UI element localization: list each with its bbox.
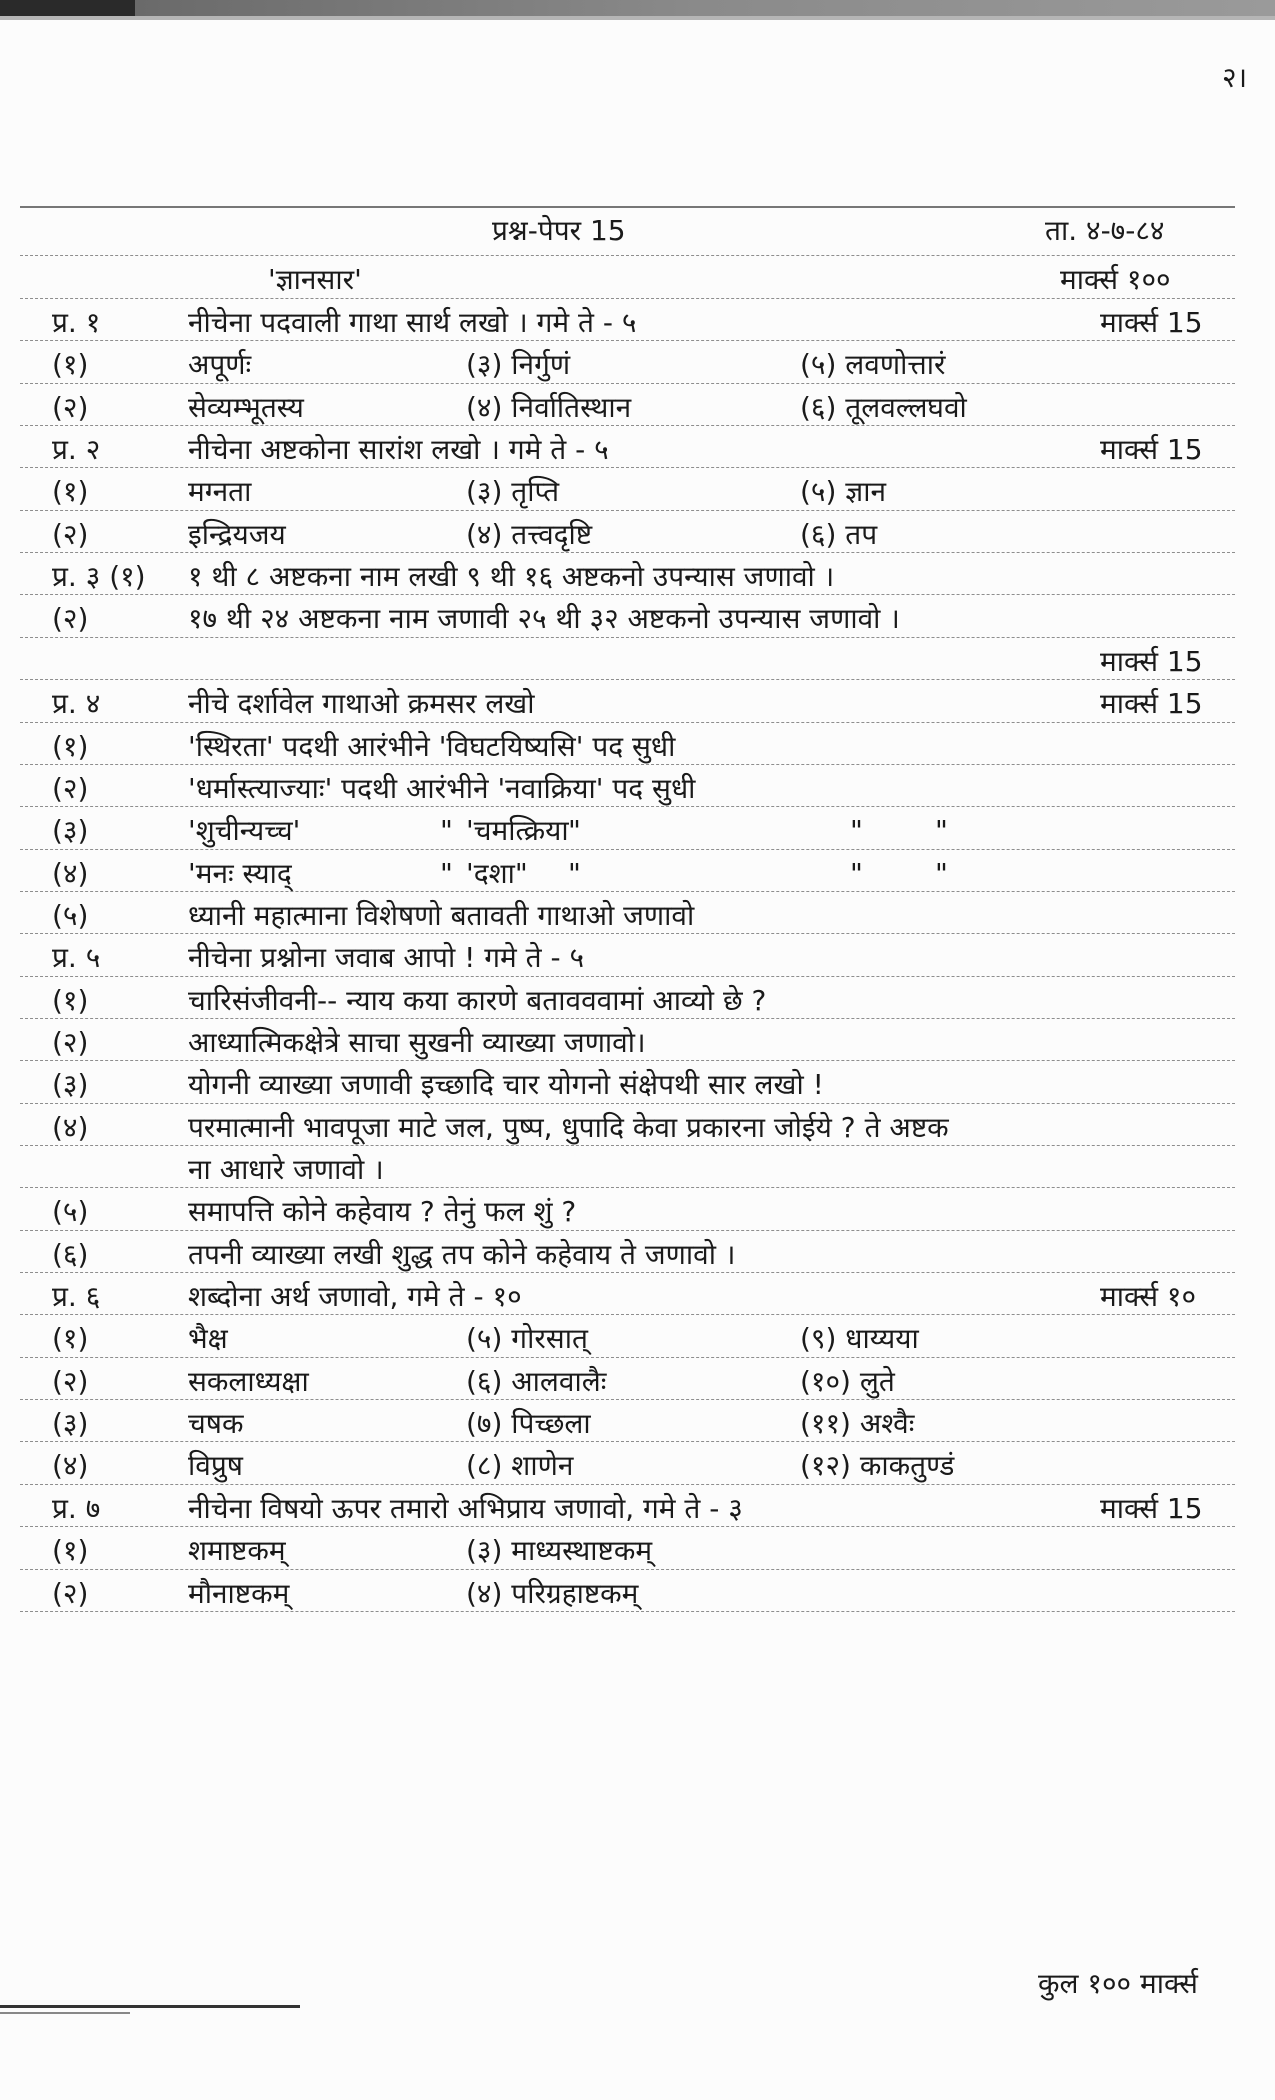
line-text: समापत्ति कोने कहेवाय ? तेनुं फल शुं ?	[188, 1195, 577, 1228]
question-line	[0, 305, 1275, 341]
question-number: (२)	[52, 602, 89, 635]
line-text: 'शुचीन्यच्च'	[188, 814, 301, 847]
ruled-line	[20, 1230, 1235, 1231]
question-line	[0, 729, 1275, 765]
question-number: (१)	[52, 730, 89, 763]
ruled-line	[20, 467, 1235, 468]
line-text: "	[440, 814, 453, 847]
question-line	[0, 1194, 1275, 1230]
line-text: (३) माध्यस्थाष्टकम्	[466, 1534, 653, 1567]
ruled-line	[20, 976, 1235, 977]
ruled-line	[20, 637, 1235, 638]
question-line	[0, 940, 1275, 976]
line-text: नीचेना विषयो ऊपर तमारो अभिप्राय जणावो, गमे ते - ३	[188, 1492, 743, 1525]
line-text: विप्रुष	[188, 1449, 243, 1482]
line-text: चषक	[188, 1407, 244, 1440]
question-line	[0, 686, 1275, 722]
question-number: (२)	[52, 1577, 89, 1610]
line-text: नीचे दर्शावेल गाथाओ क्रमसर लखो	[188, 687, 535, 720]
line-text: "	[850, 857, 863, 890]
ruled-line	[20, 1314, 1235, 1315]
line-text: (५) ज्ञान	[800, 475, 887, 508]
question-line	[0, 1448, 1275, 1484]
ruled-line	[20, 594, 1235, 595]
ruled-line	[20, 933, 1235, 934]
ruled-line	[20, 1484, 1235, 1485]
ruled-line	[20, 1187, 1235, 1188]
question-number: (५)	[52, 899, 89, 932]
question-line	[0, 1279, 1275, 1315]
scan-top-border-shadow	[0, 16, 1275, 20]
ruled-line	[20, 891, 1235, 892]
question-number: प्र. ६	[52, 1280, 101, 1313]
scan-top-border	[0, 0, 1275, 16]
question-line	[0, 813, 1275, 849]
marks-label: मार्क्स 15	[1100, 645, 1203, 678]
footer-line	[0, 1966, 1275, 2002]
question-line	[0, 898, 1275, 934]
line-text: (७) पिच्छला	[466, 1407, 591, 1440]
line-text: १७ थी २४ अष्टकना नाम जणावी २५ थी ३२ अष्टकनो उपन्यास जणावो ।	[188, 602, 900, 635]
question-line	[0, 1025, 1275, 1061]
line-text: सकलाध्यक्षा	[188, 1365, 309, 1398]
line-text: (४) निर्वातिस्थान	[466, 391, 632, 424]
line-text: "	[935, 814, 948, 847]
ruled-line	[20, 849, 1235, 850]
question-line	[0, 559, 1275, 595]
line-text: मग्नता	[188, 475, 252, 508]
line-text: इन्द्रियजय	[188, 518, 286, 551]
header-rule	[20, 206, 1235, 208]
line-text: (९) धाय्यया	[800, 1322, 919, 1355]
subject-title: 'ज्ञानसार'	[268, 263, 362, 296]
line-text: आध्यात्मिकक्षेत्रे साचा सुखनी व्याख्या जणावो।	[188, 1026, 646, 1059]
ruled-line	[20, 298, 1235, 299]
question-line	[0, 432, 1275, 468]
question-line	[0, 1067, 1275, 1103]
question-line	[0, 1364, 1275, 1400]
line-text: चारिसंजीवनी-- न्याय कया कारणे बतावववामां आव्यो छे ?	[188, 984, 767, 1017]
line-text: (८) शाणेन	[466, 1449, 574, 1482]
ruled-line	[20, 1357, 1235, 1358]
question-number: प्र. ५	[52, 941, 101, 974]
line-text: (३) निर्गुणं	[466, 348, 571, 381]
line-text: (११) अश्वैः	[800, 1407, 915, 1440]
line-text: परमात्मानी भावपूजा माटे जल, पुष्प, धुपादि केवा प्रकारना जोईये ? ते अष्टक	[188, 1111, 949, 1144]
line-text: भैक्ष	[188, 1322, 228, 1355]
footer-rule-2	[0, 2012, 130, 2014]
line-text: (१०) लुते	[800, 1365, 895, 1398]
footer-total: कुल १०० मार्क्स	[1038, 1967, 1198, 2000]
marks-label: मार्क्स 15	[1100, 306, 1203, 339]
line-text: "	[568, 814, 581, 847]
line-text: नीचेना पदवाली गाथा सार्थ लखो । गमे ते - ५	[188, 306, 637, 339]
line-text: (५) लवणोत्तारं	[800, 348, 946, 381]
question-number: प्र. ७	[52, 1492, 101, 1525]
line-text: 'स्थिरता' पदथी आरंभीने 'विघटयिष्यसि' पद सुधी	[188, 730, 676, 763]
question-line	[0, 1110, 1275, 1146]
question-number: प्र. ३ (१)	[52, 560, 146, 593]
line-text: नीचेना अष्टकोना सारांश लखो । गमे ते - ५	[188, 433, 609, 466]
ruled-line	[20, 340, 1235, 341]
ruled-line	[20, 1103, 1235, 1104]
question-line	[0, 474, 1275, 510]
question-line	[0, 1491, 1275, 1527]
line-text: "	[440, 857, 453, 890]
question-number: (३)	[52, 814, 89, 847]
ruled-line	[20, 1569, 1235, 1570]
marks-label: मार्क्स १०	[1100, 1280, 1197, 1313]
question-line	[0, 983, 1275, 1019]
question-line	[0, 644, 1275, 680]
question-number: (१)	[52, 1534, 89, 1567]
line-text: "	[568, 857, 581, 890]
question-line	[0, 856, 1275, 892]
ruled-line	[20, 255, 1235, 256]
question-number: (५)	[52, 1195, 89, 1228]
ruled-line	[20, 383, 1235, 384]
header-line-1	[0, 213, 1275, 249]
question-number: प्र. ४	[52, 687, 101, 720]
line-text: (४) परिग्रहाष्टकम्	[466, 1577, 639, 1610]
ruled-line	[20, 1399, 1235, 1400]
line-text: (१२) काकतुण्डं	[800, 1449, 955, 1482]
line-text: शमाष्टकम्	[188, 1534, 286, 1567]
ruled-line	[20, 1272, 1235, 1273]
line-text: ना आधारे जणावो ।	[188, 1153, 384, 1186]
ruled-line	[20, 806, 1235, 807]
question-number: (१)	[52, 475, 89, 508]
question-number: (२)	[52, 1026, 89, 1059]
question-line	[0, 1406, 1275, 1442]
line-text: ध्यानी महात्माना विशेषणो बतावती गाथाओ जणावो	[188, 899, 695, 932]
ruled-line	[20, 679, 1235, 680]
line-text: अपूर्णः	[188, 348, 252, 381]
question-number: (४)	[52, 1111, 89, 1144]
question-number: प्र. १	[52, 306, 101, 339]
paper-date: ता. ४-७-८४	[1045, 214, 1165, 247]
line-text: "	[850, 814, 863, 847]
question-number: (१)	[52, 1322, 89, 1355]
ruled-line	[20, 722, 1235, 723]
question-number: (२)	[52, 772, 89, 805]
question-line	[0, 1152, 1275, 1188]
line-text: योगनी व्याख्या जणावी इच्छादि चार योगनो संक्षेपथी सार लखो !	[188, 1068, 824, 1101]
question-line	[0, 1576, 1275, 1612]
ruled-line	[20, 425, 1235, 426]
line-text: 'चमत्क्रिया	[466, 814, 569, 847]
line-text: (६) तूलवल्लघवो	[800, 391, 967, 424]
paper-title: प्रश्न-पेपर 15	[492, 214, 626, 247]
line-text: (४) तत्त्वदृष्टि	[466, 518, 593, 551]
marks-label: मार्क्स 15	[1100, 1492, 1203, 1525]
footer-rule	[0, 2005, 300, 2008]
question-number: (२)	[52, 1365, 89, 1398]
question-number: (४)	[52, 1449, 89, 1482]
question-line	[0, 347, 1275, 383]
ruled-line	[20, 552, 1235, 553]
ruled-line	[20, 510, 1235, 511]
ruled-line	[20, 1060, 1235, 1061]
line-text: 'दशा"	[466, 857, 528, 890]
ruled-line	[20, 1526, 1235, 1527]
line-text: (५) गोरसात्	[466, 1322, 588, 1355]
ruled-line	[20, 1441, 1235, 1442]
question-number: (१)	[52, 348, 89, 381]
line-text: 'धर्मास्त्याज्याः' पदथी आरंभीने 'नवाक्रिया' पद सुधी	[188, 772, 696, 805]
total-marks: मार्क्स १००	[1060, 263, 1171, 296]
question-number: (२)	[52, 518, 89, 551]
question-line	[0, 390, 1275, 426]
header-line-2	[0, 262, 1275, 298]
question-line	[0, 1321, 1275, 1357]
marks-label: मार्क्स 15	[1100, 433, 1203, 466]
ruled-line	[20, 1145, 1235, 1146]
question-number: (४)	[52, 857, 89, 890]
marks-label: मार्क्स 15	[1100, 687, 1203, 720]
line-text: नीचेना प्रश्नोना जवाब आपो ! गमे ते - ५	[188, 941, 585, 974]
ruled-line	[20, 1018, 1235, 1019]
page-number: २।	[1222, 61, 1248, 94]
question-line	[0, 771, 1275, 807]
line-text: (३) तृप्ति	[466, 475, 560, 508]
question-line	[0, 1533, 1275, 1569]
ruled-line	[20, 1611, 1235, 1612]
question-line	[0, 1237, 1275, 1273]
line-text: मौनाष्टकम्	[188, 1577, 290, 1610]
line-text: तपनी व्याख्या लखी शुद्ध तप कोने कहेवाय ते जणावो ।	[188, 1238, 736, 1271]
question-line	[0, 517, 1275, 553]
question-number: (३)	[52, 1407, 89, 1440]
question-number: (३)	[52, 1068, 89, 1101]
question-number: (१)	[52, 984, 89, 1017]
question-line	[0, 601, 1275, 637]
line-text: (६) आलवालैः	[466, 1365, 607, 1398]
line-text: "	[935, 857, 948, 890]
question-number: प्र. २	[52, 433, 101, 466]
line-text: शब्दोना अर्थ जणावो, गमे ते - १०	[188, 1280, 522, 1313]
line-text: (६) तप	[800, 518, 878, 551]
line-text: 'मनः स्याद्	[188, 857, 292, 890]
ruled-line	[20, 764, 1235, 765]
line-text: १ थी ८ अष्टकना नाम लखी ९ थी १६ अष्टकनो उपन्यास जणावो ।	[188, 560, 835, 593]
question-number: (६)	[52, 1238, 89, 1271]
question-number: (२)	[52, 391, 89, 424]
line-text: सेव्यम्भूतस्य	[188, 391, 304, 424]
